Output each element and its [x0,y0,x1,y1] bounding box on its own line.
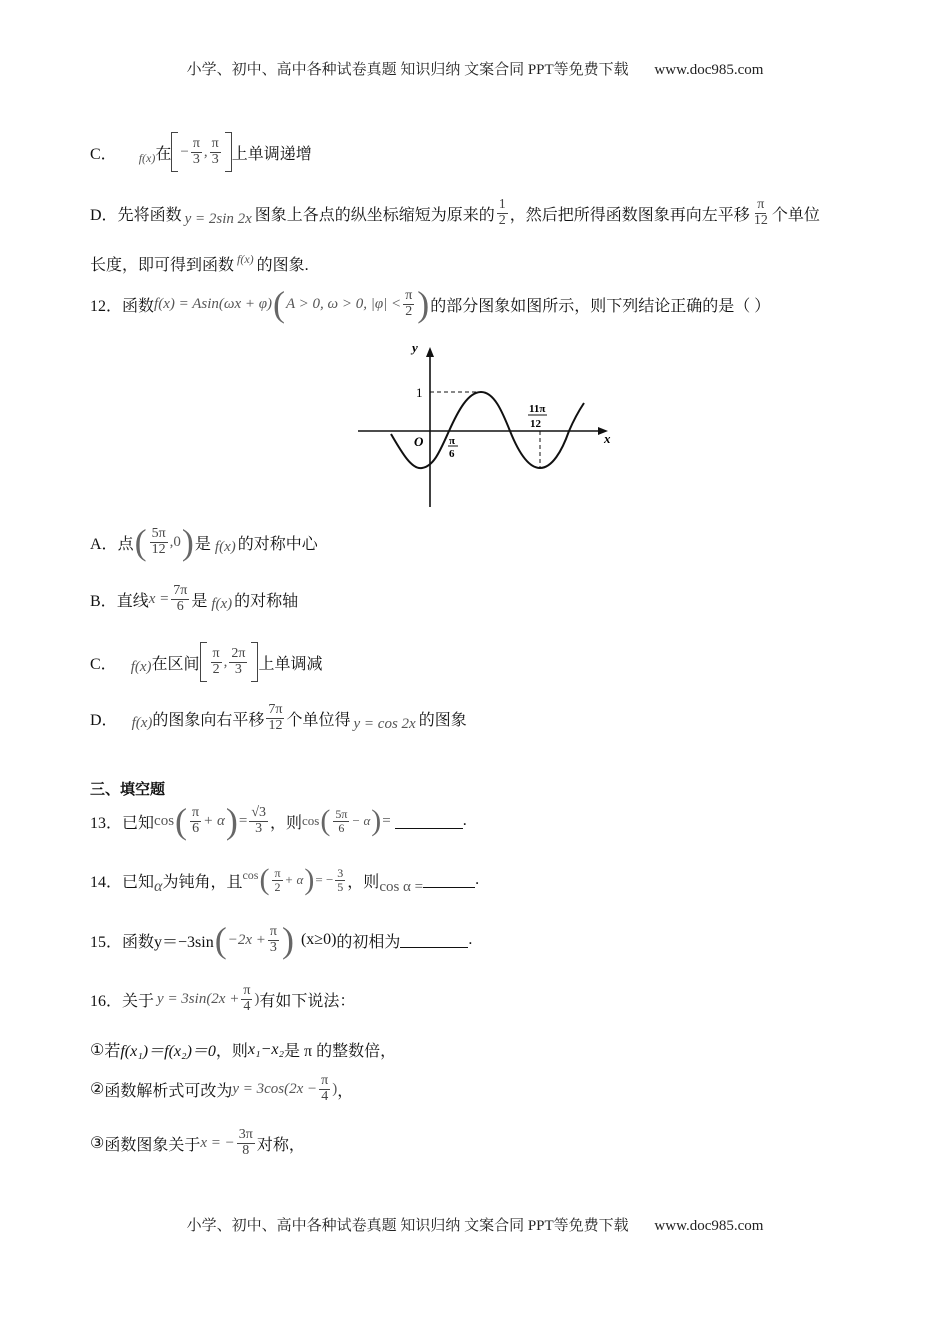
origin-label: O [414,434,424,449]
numerator: 7π [173,583,188,598]
tick-11pi12-den: 12 [530,418,541,430]
numerator: π [405,287,413,303]
text: 个单位得 [286,711,351,729]
text: 对称， [256,1136,305,1154]
denominator: 2 [274,879,281,894]
math-text: ) [332,1080,338,1097]
fraction [171,584,189,614]
footer-url: www.doc985.com [654,1218,764,1234]
q14 [90,864,479,896]
math-func: f(x) [130,658,152,675]
text: 是 [194,535,211,553]
fraction [272,867,282,893]
text: 为钝角，且 [162,873,243,891]
question-number: 12． [90,297,123,315]
numerator: π [274,865,281,880]
text: 的部分图象如图所示，则下列结论正确的是（ ） [430,297,771,315]
numerator: π [211,135,219,151]
q12-option-a [90,524,318,560]
text: 已知 [122,814,155,832]
numerator: 5π [335,806,348,821]
math-text: ,0 [169,533,181,550]
answer-blank[interactable] [423,873,475,888]
text: 是 π 的整数倍， [284,1043,397,1060]
fraction [319,1074,330,1104]
text: 个单位 [771,206,820,224]
text: ，则 [215,1043,248,1060]
math-func: f(x) [237,252,254,266]
paren-right: ) [281,920,294,960]
denominator: 2 [212,661,220,677]
numerator: √3 [251,804,267,820]
text: 函数 [122,933,155,951]
header-url: www.doc985.com [654,62,764,78]
answer-blank[interactable] [395,814,463,829]
math-func: f(x) [138,150,156,165]
question-number: 13． [90,814,123,832]
numerator: 2π [231,645,246,661]
paren-left: ( [273,284,286,324]
denominator: 8 [242,1142,250,1158]
q16-stem [90,984,355,1014]
paren-right: ) [371,804,382,837]
math-text: cos [154,812,175,829]
bracket-right [225,132,232,172]
text: . [462,812,467,829]
numerator: 7π [268,702,283,717]
q12-option-d [90,703,467,733]
paren-right: ) [304,863,315,896]
numerator: 3π [238,1127,253,1142]
math-text: = [238,812,248,829]
q11-option-d-line2 [90,252,309,275]
text: 的图象 [418,711,467,729]
math-expr: x = [148,590,170,607]
fraction [249,806,268,836]
denominator: 6 [176,598,184,614]
text: 先将函数 [117,206,182,224]
y-axis-arrow-icon [426,347,434,357]
option-label: B． [90,592,117,610]
fraction [190,806,201,836]
tick-one: 1 [416,385,423,400]
text: ，然后把所得函数图象再向左平移 [509,206,750,224]
option-label: C． [90,655,117,673]
tick-11pi12-num: 11π [529,403,546,415]
page-header [0,58,950,79]
text: 在区间 [151,655,200,673]
q16-statement-2 [90,1074,353,1104]
math-alpha: α [154,878,163,895]
text: ， [337,1082,354,1100]
denominator: 3 [255,820,263,836]
q12-stem [90,286,770,322]
section-title: 三、填空题 [90,780,166,798]
numerator: π [192,804,200,820]
minus-sign: − [180,143,189,160]
math-text: −2x + [227,931,266,948]
header-text: 小学、初中、高中各种试卷真题 知识归纳 文案合同 PPT等免费下载 [186,62,629,78]
fraction [150,527,168,557]
text: 的对称轴 [234,592,299,610]
math-cond: (x≥0) [300,931,337,948]
fraction [229,647,247,677]
text: 长度，即可得到函数 [90,257,235,274]
paren-left: ( [175,801,188,841]
math-expr: y = 2sin 2x [184,210,252,227]
text: 图象上各点的纵坐标缩短为原来的 [254,206,495,224]
math-text: + α [203,812,225,829]
numerator: π [269,923,277,939]
fraction [211,647,222,677]
numerator: π [757,197,765,212]
footer-text: 小学、初中、高中各种试卷真题 知识归纳 文案合同 PPT等免费下载 [186,1218,629,1234]
denominator: 4 [321,1088,329,1104]
option-label: D． [90,711,118,729]
text: 已知 [122,873,155,891]
question-number: 16． [90,992,123,1010]
fraction [241,984,252,1014]
math-text: = [382,812,391,829]
text: 的初相为 [336,933,401,951]
sine-graph [350,335,620,515]
text: 的图象向右平移 [152,711,265,729]
text: . [468,931,473,948]
q11-option-d [90,198,820,228]
text: 在 [155,145,172,163]
math-expr: x = − [200,1134,235,1151]
denominator: 12 [753,212,768,228]
fraction [268,925,279,955]
paren-right: ) [417,284,430,324]
text: 关于 [122,992,155,1010]
text: 上单调递增 [231,145,312,163]
q16-statement-1 [90,1038,396,1061]
math-expr: y＝−3sin [154,933,214,951]
denominator: 3 [192,151,200,167]
paren-left: ( [320,804,331,837]
math-expr: f(x₁)＝f(x₂)＝0 [120,1043,216,1060]
q15 [90,922,472,958]
math-text: = − [315,872,334,887]
x-label: x [604,431,611,446]
paren-left: ( [259,863,270,896]
y-label: y [412,340,418,355]
math-expr: y = cos 2x [353,715,416,732]
statement-mark: ③ [90,1135,105,1153]
text: ，则 [347,873,380,891]
question-number: 14． [90,873,123,891]
text: 的对称中心 [237,535,318,553]
math-expr: cos α = [379,878,424,895]
q13 [90,803,467,839]
text: 上单调减 [258,655,323,673]
text: 函数图象关于 [104,1136,201,1154]
paren-right: ) [181,522,194,562]
bracket-left [200,642,207,682]
denominator: 4 [243,998,251,1014]
option-label: D． [90,206,118,224]
denominator: 6 [338,820,345,835]
math-func: f(x) [131,714,153,731]
numerator: 1 [498,197,506,212]
text: . [475,871,480,888]
denominator: 2 [498,212,506,228]
bracket-left [171,132,178,172]
q11-option-c: C． f(x) 在 − $\frac{\pi}{3}$ , $\frac{\pi}{3}$ 上单调递增 [90,132,312,172]
answer-blank[interactable] [400,933,468,948]
text: 是 [191,592,208,610]
numerator: π [321,1073,329,1088]
numerator: 3 [337,865,344,880]
math-func: f(x) [211,595,233,612]
math-expr: x₁−x₂ [247,1040,285,1058]
fraction [497,198,508,228]
math-text: − α [351,813,371,828]
text: 的图象. [256,257,309,274]
text: 若 [104,1043,121,1060]
denominator: 5 [337,879,344,894]
text: 点 [117,535,134,553]
option-label: C． [90,145,117,163]
numerator: 5π [151,525,166,541]
fraction [403,289,414,319]
bracket-right [251,642,258,682]
denominator: 6 [192,820,200,836]
q12-option-b [90,584,298,614]
denominator: 3 [234,661,242,677]
denominator: 3 [269,939,277,955]
paren-left: ( [214,920,227,960]
math-func: f(x) [214,538,236,555]
page-footer [0,1214,950,1235]
fraction [752,198,770,228]
text: 函数解析式可改为 [104,1082,233,1100]
fraction [210,137,221,167]
statement-mark: ① [90,1041,105,1059]
option-label: A． [90,535,118,553]
fraction [266,703,284,733]
q12-option-c: C． f(x) 在区间 $\frac{\pi}{2}$ , $\frac{2\pi}{3}$ 上单调减 [90,642,322,682]
math-text: ) [254,990,260,1007]
numerator: π [243,983,251,998]
math-text: cos [302,813,320,828]
sine-curve [391,392,584,468]
text: 有如下说法： [259,992,356,1010]
tick-pi6-den: 6 [449,448,455,460]
paren-right: ) [225,801,238,841]
paren-left: ( [134,522,147,562]
math-expr: f(x) = Asin(ωx + φ) [154,295,273,312]
text: 函数 [122,297,155,315]
math-expr: y = 3sin(2x + [157,990,240,1007]
q16-statement-3 [90,1128,305,1158]
denominator: 3 [211,151,219,167]
math-cond: A > 0, ω > 0, |φ| < [286,295,402,312]
numerator: π [192,135,200,151]
math-text: + α [284,872,304,887]
denominator: 2 [405,303,413,319]
fraction [191,137,202,167]
question-number: 15． [90,933,123,951]
statement-mark: ② [90,1081,105,1099]
fraction [237,1128,255,1158]
denominator: 12 [268,717,283,733]
text: ，则 [270,814,303,832]
fraction [335,867,345,893]
tick-pi6-num: π [449,435,456,447]
math-text: cos [242,867,259,882]
math-expr: y = 3cos(2x − [232,1080,318,1097]
fraction [333,808,349,834]
text: 直线 [116,592,149,610]
numerator: π [212,645,220,661]
denominator: 12 [151,541,166,557]
